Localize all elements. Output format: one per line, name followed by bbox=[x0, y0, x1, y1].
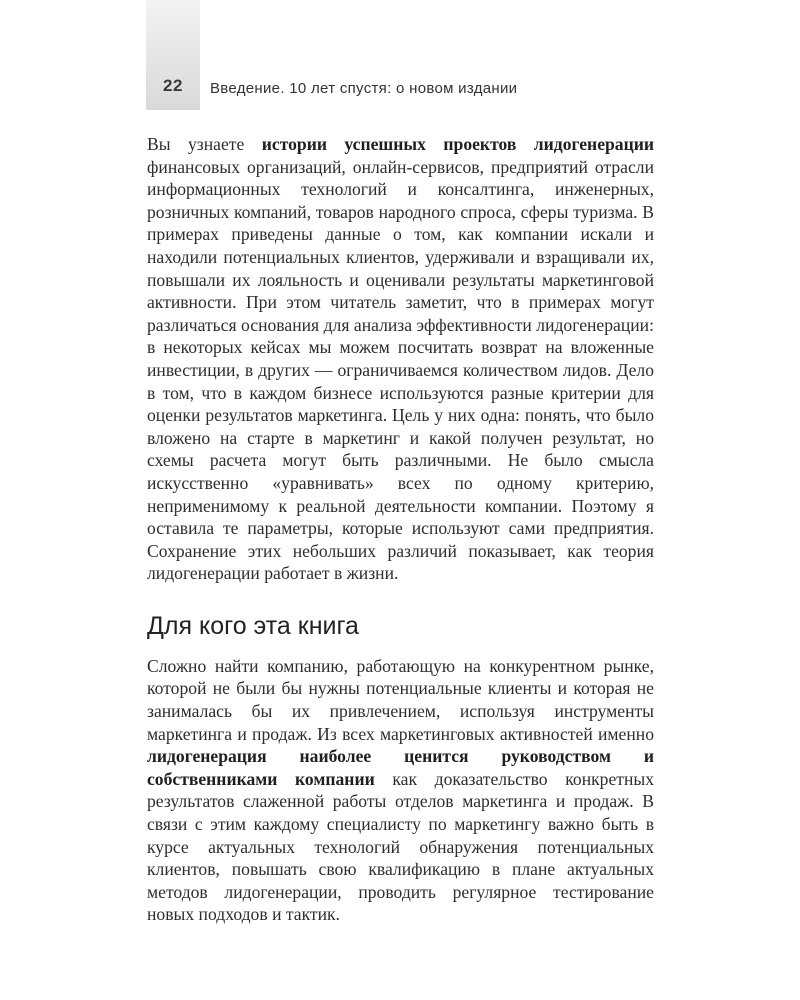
bold-phrase: истории успешных проектов лидогенерации bbox=[261, 134, 654, 154]
paragraph-success-stories bbox=[147, 133, 654, 585]
bold-phrase: лидогенерация наиболее ценится руководством и собственниками компании bbox=[147, 746, 654, 789]
page-number: 22 bbox=[163, 76, 183, 95]
paragraph-text: Вы узнаете bbox=[147, 134, 262, 154]
paragraph-text: как доказательство конкретных результатов слаженной работы отделов маркетинга и продаж. В связи с этим каждому специалисту по маркетингу важно быть в курсе актуальных технологий обнаружения потенциальных клиентов, повышать свою квалификацию в плане актуальных методов лидогенерации, проводить регулярное тестирование новых подходов и тактик. bbox=[147, 768, 654, 925]
paragraph-text: финансовых организаций, онлайн-сервисов, предприятий отрасли информационных технологий и консалтинга, инженерных, розничных компаний, товаров народного спроса, сферы туризма. В примерах приведены данные о том, как компании искали и находили потенциальных клиентов, удерживали и взращивали их, повышали их лояльность и оценивали результаты маркетинговой активности. При этом читатель заметит, что в примерах могут различаться основания для анализа эффективности лидогенерации: в некоторых кейсах мы можем посчитать возврат на вложенные инвестиции, в других — ограничиваемся количеством лидов. Дело в том, что в каждом бизнесе используются разные критерии для оценки результатов маркетинга. Цель у них одна: понять, что было вложено на старте в маркетинг и какой получен результат, но схемы расчета могут быть различными. Не было смысла искусственно «уравнивать» всех по одному критерию, неприменимому к реальной деятельности компании. Поэтому я оставила те параметры, которые используют сами предприятия. Сохранение этих небольших различий показывает, как теория лидогенерации работает в жизни. bbox=[147, 156, 654, 584]
running-header: Введение. 10 лет спустя: о новом издании bbox=[210, 80, 518, 97]
page-body bbox=[147, 133, 654, 926]
paragraph-audience bbox=[147, 655, 654, 926]
paragraph-text: Сложно найти компанию, работающую на конкурентном рынке, которой не были бы нужны потенциальные клиенты и которая не занималась бы их привлечением, используя инструменты маркетинга и продаж. Из всех маркетинговых активностей именно bbox=[147, 655, 654, 744]
section-heading: Для кого эта книга bbox=[147, 611, 359, 640]
